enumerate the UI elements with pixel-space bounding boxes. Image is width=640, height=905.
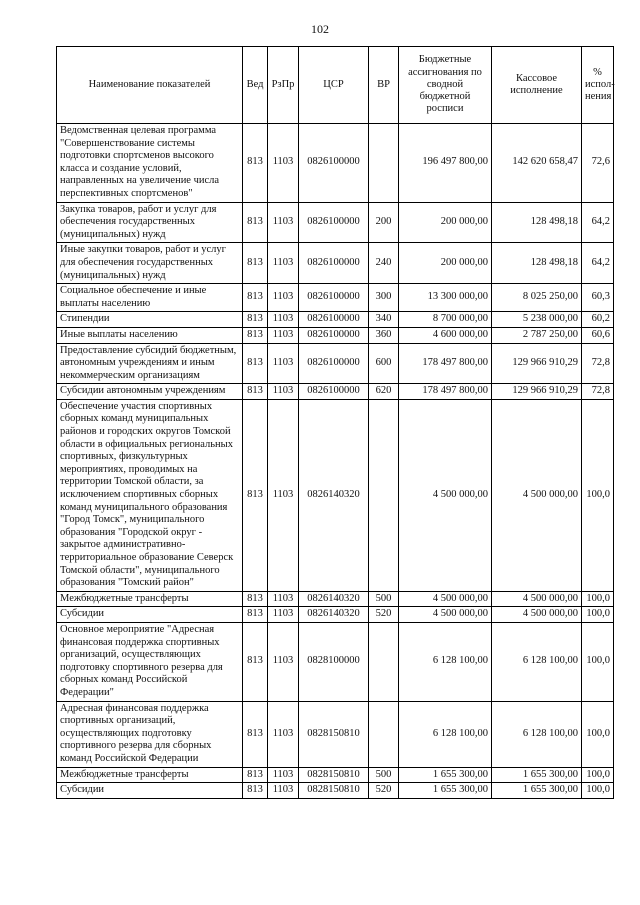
- cell-cash: 8 025 250,00: [492, 284, 582, 312]
- table-row: [57, 399, 614, 591]
- cell-vr: [369, 124, 399, 203]
- cell-vr: 600: [369, 343, 399, 384]
- cell-csr: 0828150810: [299, 767, 369, 783]
- cell-name: Межбюджетные трансферты: [57, 767, 243, 783]
- cell-rzpr: 1103: [268, 243, 299, 284]
- cell-ved: 813: [243, 284, 268, 312]
- cell-cash: 128 498,18: [492, 243, 582, 284]
- cell-percent: 100,0: [582, 767, 614, 783]
- cell-percent: 60,6: [582, 327, 614, 343]
- cell-ved: 813: [243, 327, 268, 343]
- cell-cash: 1 655 300,00: [492, 783, 582, 799]
- table-row: [57, 622, 614, 701]
- cell-budget: 4 500 000,00: [399, 591, 492, 607]
- cell-name: Субсидии автономным учреждениям: [57, 384, 243, 400]
- cell-cash: 128 498,18: [492, 202, 582, 243]
- cell-csr: 0828150810: [299, 701, 369, 767]
- cell-name: Предоставление субсидий бюджетным, автономным учреждениям и иным некоммерческим организациям: [57, 343, 243, 384]
- column-header-csr: ЦСР: [299, 47, 369, 124]
- cell-percent: 60,2: [582, 312, 614, 328]
- cell-cash: 6 128 100,00: [492, 701, 582, 767]
- cell-name: Иные закупки товаров, работ и услуг для обеспечения государственных (муниципальных) нужд: [57, 243, 243, 284]
- cell-csr: 0826100000: [299, 384, 369, 400]
- cell-csr: 0826100000: [299, 202, 369, 243]
- column-header-name: Наименование показателей: [57, 47, 243, 124]
- cell-rzpr: 1103: [268, 327, 299, 343]
- table-row: [57, 384, 614, 400]
- cell-vr: 520: [369, 607, 399, 623]
- cell-csr: 0826100000: [299, 243, 369, 284]
- cell-cash: 4 500 000,00: [492, 399, 582, 591]
- cell-budget: 4 500 000,00: [399, 399, 492, 591]
- column-header-cash: Кассовое исполнение: [492, 47, 582, 124]
- cell-ved: 813: [243, 767, 268, 783]
- column-header-rzpr: РзПр: [268, 47, 299, 124]
- cell-cash: 142 620 658,47: [492, 124, 582, 203]
- cell-rzpr: 1103: [268, 622, 299, 701]
- cell-ved: 813: [243, 202, 268, 243]
- cell-name: Стипендии: [57, 312, 243, 328]
- cell-budget: 200 000,00: [399, 243, 492, 284]
- cell-vr: 360: [369, 327, 399, 343]
- cell-name: Основное мероприятие "Адресная финансовая поддержка спортивных организаций, осуществляющих подготовку спортивного резерва для сборных команд Российской Федерации": [57, 622, 243, 701]
- cell-rzpr: 1103: [268, 591, 299, 607]
- cell-csr: 0826140320: [299, 607, 369, 623]
- cell-cash: 5 238 000,00: [492, 312, 582, 328]
- cell-ved: 813: [243, 243, 268, 284]
- cell-name: Иные выплаты населению: [57, 327, 243, 343]
- cell-cash: 129 966 910,29: [492, 343, 582, 384]
- cell-csr: 0826100000: [299, 124, 369, 203]
- cell-cash: 4 500 000,00: [492, 607, 582, 623]
- cell-percent: 64,2: [582, 243, 614, 284]
- cell-budget: 196 497 800,00: [399, 124, 492, 203]
- cell-ved: 813: [243, 343, 268, 384]
- cell-csr: 0828100000: [299, 622, 369, 701]
- budget-execution-table: [56, 46, 614, 799]
- cell-budget: 8 700 000,00: [399, 312, 492, 328]
- cell-ved: 813: [243, 701, 268, 767]
- cell-vr: 340: [369, 312, 399, 328]
- cell-rzpr: 1103: [268, 767, 299, 783]
- cell-cash: 4 500 000,00: [492, 591, 582, 607]
- cell-percent: 72,8: [582, 384, 614, 400]
- cell-csr: 0828150810: [299, 783, 369, 799]
- table-row: [57, 783, 614, 799]
- cell-rzpr: 1103: [268, 399, 299, 591]
- cell-csr: 0826140320: [299, 399, 369, 591]
- cell-budget: 1 655 300,00: [399, 767, 492, 783]
- cell-rzpr: 1103: [268, 701, 299, 767]
- cell-ved: 813: [243, 783, 268, 799]
- cell-name: Субсидии: [57, 607, 243, 623]
- cell-cash: 1 655 300,00: [492, 767, 582, 783]
- column-header-percent: % испол-нения: [582, 47, 614, 124]
- cell-budget: 200 000,00: [399, 202, 492, 243]
- cell-name: Субсидии: [57, 783, 243, 799]
- cell-percent: 60,3: [582, 284, 614, 312]
- cell-budget: 1 655 300,00: [399, 783, 492, 799]
- cell-csr: 0826100000: [299, 284, 369, 312]
- column-header-budget: Бюджетные ассигнования по сводной бюджетной росписи: [399, 47, 492, 124]
- column-header-vr: ВР: [369, 47, 399, 124]
- cell-ved: 813: [243, 622, 268, 701]
- table-row: [57, 343, 614, 384]
- cell-ved: 813: [243, 591, 268, 607]
- cell-vr: 300: [369, 284, 399, 312]
- table-row: [57, 124, 614, 203]
- cell-cash: 2 787 250,00: [492, 327, 582, 343]
- table-row: [57, 607, 614, 623]
- cell-vr: 520: [369, 783, 399, 799]
- column-header-ved: Вед: [243, 47, 268, 124]
- cell-ved: 813: [243, 124, 268, 203]
- cell-name: Адресная финансовая поддержка спортивных организаций, осуществляющих подготовку спортивного резерва для сборных команд Российской Федерации: [57, 701, 243, 767]
- cell-percent: 64,2: [582, 202, 614, 243]
- table-row: [57, 701, 614, 767]
- table-row: [57, 591, 614, 607]
- cell-ved: 813: [243, 312, 268, 328]
- cell-budget: 6 128 100,00: [399, 622, 492, 701]
- cell-percent: 100,0: [582, 591, 614, 607]
- cell-budget: 6 128 100,00: [399, 701, 492, 767]
- cell-name: Межбюджетные трансферты: [57, 591, 243, 607]
- cell-cash: 129 966 910,29: [492, 384, 582, 400]
- cell-ved: 813: [243, 384, 268, 400]
- cell-cash: 6 128 100,00: [492, 622, 582, 701]
- cell-csr: 0826100000: [299, 327, 369, 343]
- cell-rzpr: 1103: [268, 384, 299, 400]
- cell-budget: 178 497 800,00: [399, 384, 492, 400]
- cell-ved: 813: [243, 607, 268, 623]
- cell-vr: [369, 701, 399, 767]
- cell-vr: [369, 399, 399, 591]
- cell-percent: 72,8: [582, 343, 614, 384]
- cell-percent: 100,0: [582, 607, 614, 623]
- cell-percent: 100,0: [582, 701, 614, 767]
- cell-rzpr: 1103: [268, 284, 299, 312]
- table-row: [57, 327, 614, 343]
- cell-rzpr: 1103: [268, 343, 299, 384]
- cell-vr: 500: [369, 591, 399, 607]
- cell-rzpr: 1103: [268, 124, 299, 203]
- cell-budget: 4 500 000,00: [399, 607, 492, 623]
- cell-vr: [369, 622, 399, 701]
- table-header-row: [57, 47, 614, 124]
- cell-name: Обеспечение участия спортивных сборных команд муниципальных районов и городских округов Томской области в официальных региональных спортивных, физкультурных мероприятиях, проводимых на территории Томской области, за исключением спортивных сборных команд муниципального образования "Город Томск", муниципального образования "Городской округ - закрытое административно-территориальное образование Северск Томской области", муниципального образования "Томский район": [57, 399, 243, 591]
- cell-rzpr: 1103: [268, 202, 299, 243]
- cell-csr: 0826100000: [299, 312, 369, 328]
- cell-rzpr: 1103: [268, 783, 299, 799]
- cell-name: Ведомственная целевая программа "Совершенствование системы подготовки спортсменов высокого класса и создание условий, направленных на увеличение числа перспективных спортсменов": [57, 124, 243, 203]
- table-row: [57, 767, 614, 783]
- cell-ved: 813: [243, 399, 268, 591]
- cell-percent: 72,6: [582, 124, 614, 203]
- cell-vr: 620: [369, 384, 399, 400]
- cell-percent: 100,0: [582, 622, 614, 701]
- table-row: [57, 202, 614, 243]
- cell-budget: 13 300 000,00: [399, 284, 492, 312]
- cell-csr: 0826100000: [299, 343, 369, 384]
- cell-budget: 4 600 000,00: [399, 327, 492, 343]
- cell-budget: 178 497 800,00: [399, 343, 492, 384]
- cell-rzpr: 1103: [268, 607, 299, 623]
- cell-rzpr: 1103: [268, 312, 299, 328]
- cell-percent: 100,0: [582, 399, 614, 591]
- cell-vr: 200: [369, 202, 399, 243]
- table-row: [57, 312, 614, 328]
- table-row: [57, 284, 614, 312]
- page-number: 102: [311, 22, 329, 36]
- cell-csr: 0826140320: [299, 591, 369, 607]
- cell-vr: 500: [369, 767, 399, 783]
- cell-percent: 100,0: [582, 783, 614, 799]
- cell-name: Социальное обеспечение и иные выплаты населению: [57, 284, 243, 312]
- cell-name: Закупка товаров, работ и услуг для обеспечения государственных (муниципальных) нужд: [57, 202, 243, 243]
- table-row: [57, 243, 614, 284]
- cell-vr: 240: [369, 243, 399, 284]
